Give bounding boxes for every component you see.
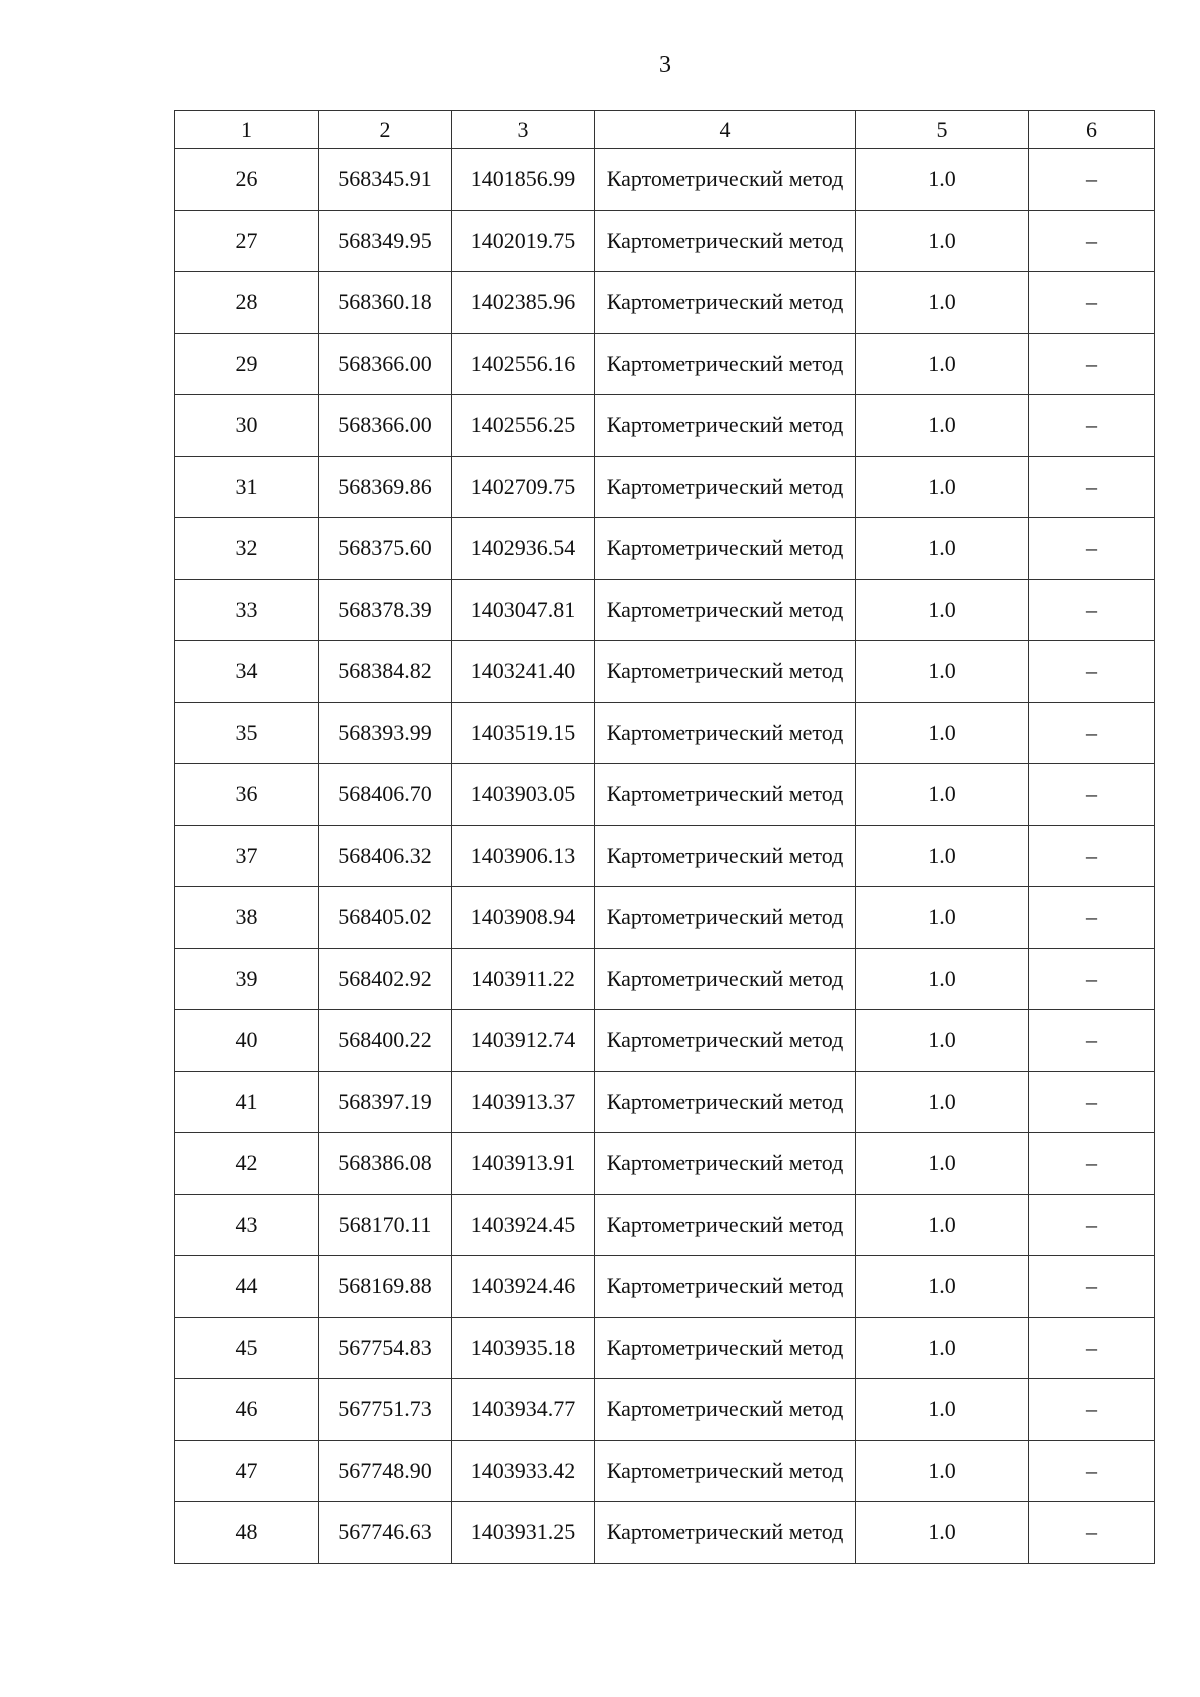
table-row (175, 210, 1155, 272)
x-coordinate-cell: 567748.90 (319, 1440, 452, 1502)
x-coordinate-cell: 568393.99 (319, 702, 452, 764)
table-row (175, 1502, 1155, 1564)
point-number-cell: 36 (175, 764, 319, 826)
x-coordinate-cell: 567751.73 (319, 1379, 452, 1441)
accuracy-cell: 1.0 (856, 887, 1029, 949)
y-coordinate-cell: 1403934.77 (452, 1379, 595, 1441)
point-number-cell: 39 (175, 948, 319, 1010)
accuracy-cell: 1.0 (856, 1317, 1029, 1379)
table-row (175, 1133, 1155, 1195)
note-cell: – (1029, 948, 1155, 1010)
y-coordinate-cell: 1401856.99 (452, 149, 595, 211)
note-cell: – (1029, 333, 1155, 395)
y-coordinate-cell: 1403047.81 (452, 579, 595, 641)
accuracy-cell: 1.0 (856, 579, 1029, 641)
note-cell: – (1029, 272, 1155, 334)
column-header: 5 (856, 111, 1029, 149)
y-coordinate-cell: 1402936.54 (452, 518, 595, 580)
y-coordinate-cell: 1403913.91 (452, 1133, 595, 1195)
table-row (175, 641, 1155, 703)
method-cell: Картометрический метод (595, 825, 856, 887)
table-row (175, 456, 1155, 518)
note-cell: – (1029, 518, 1155, 580)
x-coordinate-cell: 568397.19 (319, 1071, 452, 1133)
point-number-cell: 27 (175, 210, 319, 272)
method-cell: Картометрический метод (595, 1194, 856, 1256)
x-coordinate-cell: 568369.86 (319, 456, 452, 518)
accuracy-cell: 1.0 (856, 1194, 1029, 1256)
accuracy-cell: 1.0 (856, 149, 1029, 211)
method-cell: Картометрический метод (595, 948, 856, 1010)
accuracy-cell: 1.0 (856, 1010, 1029, 1072)
method-cell: Картометрический метод (595, 1317, 856, 1379)
method-cell: Картометрический метод (595, 210, 856, 272)
point-number-cell: 33 (175, 579, 319, 641)
y-coordinate-cell: 1403933.42 (452, 1440, 595, 1502)
y-coordinate-cell: 1403519.15 (452, 702, 595, 764)
y-coordinate-cell: 1403241.40 (452, 641, 595, 703)
note-cell: – (1029, 1133, 1155, 1195)
column-header: 4 (595, 111, 856, 149)
table-row (175, 149, 1155, 211)
note-cell: – (1029, 1010, 1155, 1072)
note-cell: – (1029, 1317, 1155, 1379)
accuracy-cell: 1.0 (856, 641, 1029, 703)
x-coordinate-cell: 568169.88 (319, 1256, 452, 1318)
x-coordinate-cell: 568405.02 (319, 887, 452, 949)
table-row (175, 272, 1155, 334)
accuracy-cell: 1.0 (856, 333, 1029, 395)
note-cell: – (1029, 1379, 1155, 1441)
table-row (175, 825, 1155, 887)
accuracy-cell: 1.0 (856, 764, 1029, 826)
column-header: 6 (1029, 111, 1155, 149)
accuracy-cell: 1.0 (856, 518, 1029, 580)
method-cell: Картометрический метод (595, 1133, 856, 1195)
y-coordinate-cell: 1402556.16 (452, 333, 595, 395)
x-coordinate-cell: 568375.60 (319, 518, 452, 580)
y-coordinate-cell: 1403911.22 (452, 948, 595, 1010)
method-cell: Картометрический метод (595, 1440, 856, 1502)
method-cell: Картометрический метод (595, 456, 856, 518)
table-row (175, 1317, 1155, 1379)
note-cell: – (1029, 825, 1155, 887)
point-number-cell: 43 (175, 1194, 319, 1256)
table-row (175, 948, 1155, 1010)
accuracy-cell: 1.0 (856, 456, 1029, 518)
point-number-cell: 28 (175, 272, 319, 334)
x-coordinate-cell: 568386.08 (319, 1133, 452, 1195)
x-coordinate-cell: 568406.32 (319, 825, 452, 887)
point-number-cell: 34 (175, 641, 319, 703)
method-cell: Картометрический метод (595, 1379, 856, 1441)
x-coordinate-cell: 568400.22 (319, 1010, 452, 1072)
coordinates-table (174, 110, 1155, 1564)
accuracy-cell: 1.0 (856, 395, 1029, 457)
column-header: 1 (175, 111, 319, 149)
x-coordinate-cell: 568349.95 (319, 210, 452, 272)
y-coordinate-cell: 1403912.74 (452, 1010, 595, 1072)
note-cell: – (1029, 702, 1155, 764)
y-coordinate-cell: 1403931.25 (452, 1502, 595, 1564)
method-cell: Картометрический метод (595, 641, 856, 703)
table-row (175, 395, 1155, 457)
note-cell: – (1029, 1194, 1155, 1256)
point-number-cell: 26 (175, 149, 319, 211)
table-row (175, 1379, 1155, 1441)
x-coordinate-cell: 568360.18 (319, 272, 452, 334)
method-cell: Картометрический метод (595, 518, 856, 580)
y-coordinate-cell: 1403906.13 (452, 825, 595, 887)
accuracy-cell: 1.0 (856, 1440, 1029, 1502)
note-cell: – (1029, 1502, 1155, 1564)
point-number-cell: 30 (175, 395, 319, 457)
point-number-cell: 35 (175, 702, 319, 764)
point-number-cell: 40 (175, 1010, 319, 1072)
table-row (175, 333, 1155, 395)
point-number-cell: 44 (175, 1256, 319, 1318)
y-coordinate-cell: 1403913.37 (452, 1071, 595, 1133)
accuracy-cell: 1.0 (856, 825, 1029, 887)
table-row (175, 1010, 1155, 1072)
method-cell: Картометрический метод (595, 764, 856, 826)
note-cell: – (1029, 210, 1155, 272)
column-header: 2 (319, 111, 452, 149)
accuracy-cell: 1.0 (856, 1071, 1029, 1133)
accuracy-cell: 1.0 (856, 1256, 1029, 1318)
y-coordinate-cell: 1403924.46 (452, 1256, 595, 1318)
table-row (175, 1256, 1155, 1318)
point-number-cell: 46 (175, 1379, 319, 1441)
note-cell: – (1029, 887, 1155, 949)
method-cell: Картометрический метод (595, 702, 856, 764)
accuracy-cell: 1.0 (856, 1379, 1029, 1441)
note-cell: – (1029, 641, 1155, 703)
x-coordinate-cell: 568366.00 (319, 395, 452, 457)
method-cell: Картометрический метод (595, 887, 856, 949)
y-coordinate-cell: 1402385.96 (452, 272, 595, 334)
point-number-cell: 45 (175, 1317, 319, 1379)
x-coordinate-cell: 568402.92 (319, 948, 452, 1010)
x-coordinate-cell: 568366.00 (319, 333, 452, 395)
note-cell: – (1029, 149, 1155, 211)
table-row (175, 1440, 1155, 1502)
point-number-cell: 32 (175, 518, 319, 580)
note-cell: – (1029, 579, 1155, 641)
x-coordinate-cell: 568345.91 (319, 149, 452, 211)
y-coordinate-cell: 1403935.18 (452, 1317, 595, 1379)
y-coordinate-cell: 1403908.94 (452, 887, 595, 949)
accuracy-cell: 1.0 (856, 272, 1029, 334)
method-cell: Картометрический метод (595, 333, 856, 395)
page-number: 3 (659, 52, 671, 78)
note-cell: – (1029, 1440, 1155, 1502)
y-coordinate-cell: 1403903.05 (452, 764, 595, 826)
accuracy-cell: 1.0 (856, 210, 1029, 272)
x-coordinate-cell: 568378.39 (319, 579, 452, 641)
note-cell: – (1029, 1256, 1155, 1318)
method-cell: Картометрический метод (595, 1256, 856, 1318)
note-cell: – (1029, 1071, 1155, 1133)
table-row (175, 579, 1155, 641)
y-coordinate-cell: 1402556.25 (452, 395, 595, 457)
header-row (175, 111, 1155, 149)
method-cell: Картометрический метод (595, 1071, 856, 1133)
note-cell: – (1029, 764, 1155, 826)
note-cell: – (1029, 456, 1155, 518)
method-cell: Картометрический метод (595, 1502, 856, 1564)
method-cell: Картометрический метод (595, 579, 856, 641)
x-coordinate-cell: 568406.70 (319, 764, 452, 826)
accuracy-cell: 1.0 (856, 1502, 1029, 1564)
x-coordinate-cell: 567746.63 (319, 1502, 452, 1564)
accuracy-cell: 1.0 (856, 948, 1029, 1010)
table-row (175, 1071, 1155, 1133)
point-number-cell: 29 (175, 333, 319, 395)
point-number-cell: 47 (175, 1440, 319, 1502)
point-number-cell: 31 (175, 456, 319, 518)
method-cell: Картометрический метод (595, 395, 856, 457)
table-row (175, 702, 1155, 764)
point-number-cell: 42 (175, 1133, 319, 1195)
y-coordinate-cell: 1402019.75 (452, 210, 595, 272)
point-number-cell: 38 (175, 887, 319, 949)
point-number-cell: 41 (175, 1071, 319, 1133)
x-coordinate-cell: 567754.83 (319, 1317, 452, 1379)
table-body (175, 149, 1155, 1564)
y-coordinate-cell: 1403924.45 (452, 1194, 595, 1256)
y-coordinate-cell: 1402709.75 (452, 456, 595, 518)
x-coordinate-cell: 568170.11 (319, 1194, 452, 1256)
method-cell: Картометрический метод (595, 1010, 856, 1072)
table-row (175, 518, 1155, 580)
table-row (175, 764, 1155, 826)
accuracy-cell: 1.0 (856, 1133, 1029, 1195)
x-coordinate-cell: 568384.82 (319, 641, 452, 703)
column-header: 3 (452, 111, 595, 149)
point-number-cell: 48 (175, 1502, 319, 1564)
note-cell: – (1029, 395, 1155, 457)
table-row (175, 887, 1155, 949)
method-cell: Картометрический метод (595, 272, 856, 334)
accuracy-cell: 1.0 (856, 702, 1029, 764)
table-row (175, 1194, 1155, 1256)
point-number-cell: 37 (175, 825, 319, 887)
method-cell: Картометрический метод (595, 149, 856, 211)
